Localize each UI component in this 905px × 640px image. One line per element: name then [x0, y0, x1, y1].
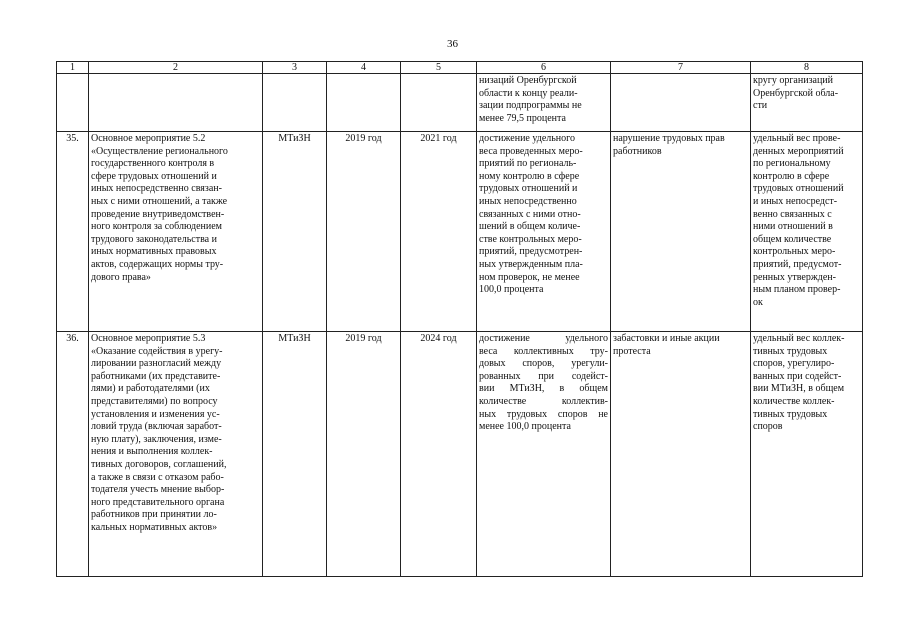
text-line: ванных при содейст- [753, 370, 842, 382]
text-line: 100,0 процента [479, 284, 544, 296]
text-line: Основное мероприятие 5.2 [91, 133, 206, 144]
cell-text [479, 75, 608, 125]
text-line: низаций Оренбургской [479, 75, 577, 86]
cell-text [479, 333, 608, 434]
text-line: ному контролю в сфере [479, 170, 580, 182]
text-line: приятий, предусмот- [753, 258, 842, 270]
text-line: Основное мероприятие 5.3 [91, 333, 206, 344]
executor [263, 74, 327, 132]
text-line: довых споров, урегули- [479, 358, 608, 370]
text-line: споров [753, 421, 783, 433]
executor: МТиЗН [263, 332, 327, 577]
text-line: ного контроля за соблюдением [91, 221, 222, 233]
text-line: кругу организаций [753, 75, 834, 86]
text-line: иных нормативных правовых [91, 246, 217, 258]
text-line: протеста [613, 345, 651, 357]
indicator [751, 74, 863, 132]
text-line: работников при принятии ло- [91, 509, 217, 521]
indicator [751, 132, 863, 332]
header-col-5: 5 [401, 62, 477, 74]
text-line: количестве коллектив- [479, 395, 608, 407]
text-line: менее 79,5 процента [479, 112, 566, 124]
text-line: работников [613, 145, 662, 157]
text-line: ных утвержденным пла- [479, 258, 583, 270]
row-number: 36. [57, 332, 89, 577]
table-row [57, 132, 863, 332]
text-line: споров, урегулиро- [753, 358, 835, 370]
risks [611, 332, 751, 577]
header-col-2: 2 [89, 62, 263, 74]
expected-result [477, 332, 611, 577]
text-line: «Оказание содействия в урегу- [91, 345, 223, 357]
text-line: ных с ними отношений, а также [91, 195, 228, 207]
measures-table [56, 61, 863, 577]
text-line: трудовых отношений [753, 183, 844, 195]
text-line: удельный вес коллек- [753, 333, 845, 344]
text-line: ренных утвержден- [753, 271, 836, 283]
executor: МТиЗН [263, 132, 327, 332]
text-line: тивных трудовых [753, 345, 828, 357]
text-line: лями) и работодателями (их [91, 383, 210, 395]
end-year: 2024 год [401, 332, 477, 577]
header-row [57, 62, 863, 74]
text-line: по региональному [753, 158, 831, 170]
text-line: достижение удельного [479, 333, 608, 344]
cell-text [753, 75, 860, 113]
measure-title [89, 332, 263, 577]
text-line: сти [753, 100, 768, 112]
start-year: 2019 год [327, 132, 401, 332]
text-line: удельный вес прове- [753, 133, 841, 144]
text-line: и иных непосредст- [753, 195, 838, 207]
text-line: трудовых отношений и [479, 183, 578, 195]
start-year [327, 74, 401, 132]
text-line: нарушение трудовых прав [613, 133, 725, 144]
header-col-4: 4 [327, 62, 401, 74]
text-line: приятий по региональ- [479, 158, 577, 170]
cell-text [479, 133, 608, 297]
text-line: приятий, предусмотрен- [479, 246, 583, 258]
header-col-7: 7 [611, 62, 751, 74]
text-line: денных мероприятий [753, 145, 844, 157]
text-line: актов, содержащих нормы тру- [91, 258, 224, 270]
cell-text [613, 133, 748, 158]
text-line: тодателя учесть мнение выбор- [91, 484, 225, 496]
text-line: ловий труда (включая заработ- [91, 421, 222, 433]
text-line: трудового законодательства и [91, 233, 217, 245]
expected-result [477, 132, 611, 332]
cell-text [753, 133, 860, 309]
header-col-8: 8 [751, 62, 863, 74]
table-row [57, 332, 863, 577]
cell-text [91, 133, 260, 284]
text-line: ных трудовых споров не [479, 408, 608, 420]
end-year [401, 74, 477, 132]
text-line: сфере трудовых отношений и [91, 170, 217, 182]
header-col-6: 6 [477, 62, 611, 74]
cell-text [753, 333, 860, 434]
risks [611, 74, 751, 132]
text-line: Оренбургской обла- [753, 87, 839, 99]
text-line: области к концу реали- [479, 87, 578, 99]
indicator [751, 332, 863, 577]
text-line: представителями) по вопросу [91, 395, 218, 407]
table-row [57, 74, 863, 132]
text-line: ную плату), заключения, изме- [91, 433, 222, 445]
page-number: 36 [447, 38, 458, 50]
text-line: количестве коллек- [753, 395, 835, 407]
text-line: веса проведенных меро- [479, 145, 583, 157]
text-line: связанных с ними отно- [479, 208, 581, 220]
end-year: 2021 год [401, 132, 477, 332]
text-line: менее 100,0 процента [479, 421, 571, 433]
text-line: зации подпрограммы не [479, 100, 582, 112]
text-line: веса коллективных тру- [479, 345, 608, 357]
text-line: установления и изменения ус- [91, 408, 220, 420]
text-line: иных непосредственно [479, 195, 577, 207]
text-line: общем количестве [753, 233, 832, 245]
header-col-3: 3 [263, 62, 327, 74]
row-number [57, 74, 89, 132]
text-line: вии МТиЗН, в общем [753, 383, 845, 395]
text-line: работниками (их представите- [91, 370, 221, 382]
text-line: «Осуществление регионального [91, 145, 228, 157]
measure-title [89, 132, 263, 332]
measure-title [89, 74, 263, 132]
risks [611, 132, 751, 332]
text-line: дового права» [91, 271, 151, 283]
text-line: контролю в сфере [753, 170, 830, 182]
text-line: рованных при содейст- [479, 370, 608, 382]
text-line: ними отношений в [753, 221, 833, 233]
text-line: контрольных меро- [753, 246, 836, 258]
text-line: достижение удельного [479, 133, 576, 144]
text-line: ным планом провер- [753, 284, 841, 296]
text-line: нения и выполнения коллек- [91, 446, 213, 458]
cell-text [613, 333, 748, 358]
row-number: 35. [57, 132, 89, 332]
text-line: кальных нормативных актов» [91, 521, 218, 533]
text-line: а также в связи с отказом рабо- [91, 471, 224, 483]
text-line: венно связанных с [753, 208, 832, 220]
cell-text [91, 333, 260, 535]
text-line: лировании разногласий между [91, 358, 222, 370]
text-line: иных непосредственно связан- [91, 183, 222, 195]
start-year: 2019 год [327, 332, 401, 577]
text-line: стве контрольных меро- [479, 233, 582, 245]
text-line: тивных трудовых [753, 408, 828, 420]
text-line: ном проверок, не менее [479, 271, 580, 283]
header-col-1: 1 [57, 62, 89, 74]
text-line: проведение внутриведомствен- [91, 208, 225, 220]
text-line: шений в общем количе- [479, 221, 581, 233]
text-line: ного представительного органа [91, 496, 225, 508]
text-line: ок [753, 296, 763, 308]
text-line: вии МТиЗН, в общем [479, 383, 608, 395]
expected-result [477, 74, 611, 132]
text-line: государственного контроля в [91, 158, 215, 170]
text-line: тивных договоров, соглашений, [91, 458, 227, 470]
text-line: забастовки и иные акции [613, 333, 720, 344]
